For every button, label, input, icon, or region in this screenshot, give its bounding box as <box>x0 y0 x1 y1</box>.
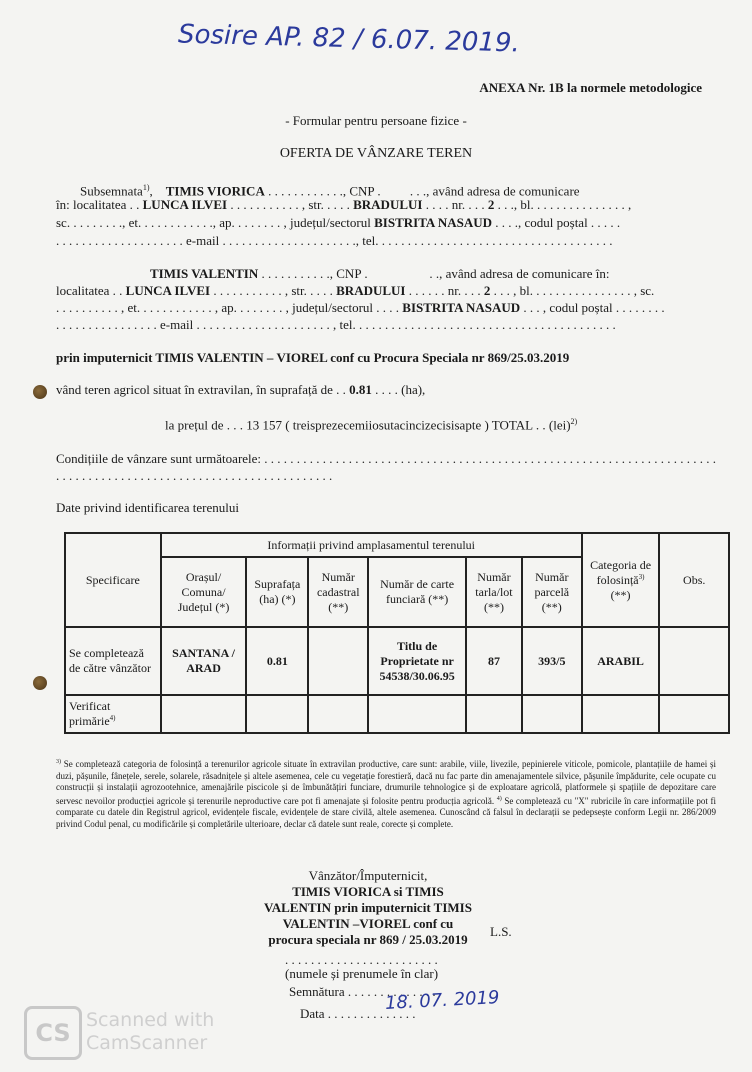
seller2-line2: localitatea . . LUNCA ILVEI . . . . . . . . . . . , str. . . . . BRADULUI . . . . . . nr. . . . 2 . . . , bl. . . . . . . . . . . . . . . . , sc. <box>56 283 655 298</box>
seller1-line2: în: localitatea . . LUNCA ILVEI . . . . . . . . . . . , str. . . . . BRADULUI . . . . nr. . . . 2 . . ., bl. . . . . . . . . . . . . . . , <box>56 197 632 212</box>
seller2-county: BISTRITA NASAUD <box>402 300 521 315</box>
handwritten-date: 18. 07. 2019 <box>384 987 500 1014</box>
seller1-line3: sc. . . . . . . . ., et. . . . . . . . . . . ., ap. . . . . . . . , județul/sectorul BISTRITA NASAUD . . . ., codul poștal . . . . . <box>56 215 621 230</box>
table-row <box>65 695 729 733</box>
date-label: Data . . . . . . . . . . . . . . <box>300 1006 416 1021</box>
seller1-line1: Subsemnata$^{1)}$, TIMIS VIORICA . . . . . . . . . . . ., CNP . . . ., având adresa de comunicare <box>80 183 580 199</box>
row1-tarla: 87 <box>466 627 522 695</box>
handwritten-registration: Sosire AP. 82 / 6.07. 2019. <box>177 19 521 59</box>
conditions-line: Condițiile de vânzare sunt următoarele: . . . . . . . . . . . . . . . . . . . . . . . . . . . . . . . . . . . . . . . . . . . . . . . . . . . . . . . . . . . . . . . . . . . . . . <box>56 451 717 466</box>
seller1-name: TIMIS VIORICA <box>165 183 265 199</box>
row1-parcel: 393/5 <box>522 627 582 695</box>
header-carte-funciara: Număr de carte funciară (**) <box>368 557 466 627</box>
seller2-line1: TIMIS VALENTIN . . . . . . . . . . ., CNP . . ., având adresa de comunicare în: <box>150 266 610 281</box>
price-line: la prețul de . . . 13 157 ( treisprezecemiiosutacincizecisisapte ) TOTAL . . (lei)$^{2)}$ <box>165 417 578 433</box>
footnote-4: Se completează cu "X" rubricile în care informațiile pot fi comparate cu datele din Registrul agricol, evidențele fiscale, evidențele de stare civilă, altele asemenea. Cunoscând că falsul în declarații se pedepsește conform Legii nr. 286/2009 privind Codul penal, cu modificările și completările ulterioare, declar că datele sunt reale, corecte și complete. <box>56 795 717 829</box>
header-parcel: Număr parcelă (**) <box>522 557 582 627</box>
row1-area: 0.81 <box>246 627 308 695</box>
row1-cadastral <box>308 627 368 695</box>
signer-role: Vânzător/Împuternicit, <box>308 868 428 883</box>
seller2-street: BRADULUI <box>336 283 406 298</box>
header-area: Suprafața (ha) (*) <box>246 557 308 627</box>
signature-label: Semnătura . . . . . . . . . . . . . . <box>289 984 436 999</box>
seller2-line3: . . . . . . . . . . , et. . . . . . . . . . . . , ap. . . . . . . . , județul/sectorul . . . . BISTRITA NASAUD . . . , codul poștal . . . . . . . . <box>56 300 665 315</box>
scanner-watermark-line2: CamScanner <box>86 1032 208 1054</box>
row1-obs <box>659 627 729 695</box>
table-row <box>65 627 729 695</box>
proxy-line: prin imputernicit TIMIS VALENTIN – VIOREL conf cu Procura Speciala nr 869/25.03.2019 <box>56 350 570 365</box>
row1-carte-funciara: Titlu de Proprietate nr 54538/30.06.95 <box>368 627 466 695</box>
header-obs: Obs. <box>659 533 729 627</box>
signature-block: Vânzător/Împuternicit, TIMIS VIORICA si TIMIS VALENTIN prin imputernicit TIMIS VALENTIN –VIOREL conf cu procura speciala nr 869 / 25.03.2019 <box>248 868 488 948</box>
header-category: Categoria de folosință$^{3)}$ (**) <box>582 533 660 627</box>
footnotes: $^{3)}$ Se completează categoria de folosință a terenurilor agricole situate în extravilan productive, care sunt: arabile, viile, livezile, pepinierele viticole, pomicole, plantațiile de hamei și duzi, pășunile, fânețele, serele, solarele, răsadnițele și altele asemenea, cele cu vegetație forestieră, dacă nu fac parte din amenajamentele silvice, pășunile împădurite, cele ocupate cu construcții și instalații agrozootehnice, amenajările piscicole și de îmbunătățiri funciare, drumurile tehnologice și de exploatare agricolă, platformele și spațiile de depozitare care servesc nevoilor producției agricole și terenurile neproductive care pot fi amenajate și folosite pentru producția agricolă. $^{4)}$ Se completează cu "X" rubricile în care informațiile pot fi comparate cu datele din Registrul agricol, evidențele fiscale, evidențele de stare civilă, altele asemenea. Cunoscând că falsul în declarații se pedepsește conform Legii nr. 286/2009 privind Codul penal, cu modificările și completările ulterioare, declar că datele sunt reale, corecte și complete. <box>56 759 717 829</box>
sale-area: 0.81 <box>349 382 372 397</box>
land-table <box>64 532 730 734</box>
sale-area-line: vând teren agricol situat în extravilan, în suprafață de . . 0.81 . . . . (ha), <box>56 382 426 397</box>
conditions-line2: . . . . . . . . . . . . . . . . . . . . . . . . . . . . . . . . . . . . . . . . . . . <box>56 468 333 483</box>
punch-hole <box>33 676 47 690</box>
form-type: - Formular pentru persoane fizice - <box>285 113 467 128</box>
header-cadastral: Număr cadastral (**) <box>308 557 368 627</box>
name-dots: . . . . . . . . . . . . . . . . . . . . . . . . <box>285 952 438 967</box>
names-clear: (numele și prenumele în clar) <box>285 966 439 981</box>
row1-city: SANTANA / ARAD <box>161 627 247 695</box>
seal-ls: L.S. <box>490 924 512 939</box>
seller2-line4: . . . . . . . . . . . . . . . . e-mail . . . . . . . . . . . . . . . . . . . . . , tel. . . . . . . . . . . . . . . . . . . . . . . . . . . . . . . . . . . . . . . . . <box>56 317 616 332</box>
row2-label: Verificat primărie$^{4)}$ <box>65 695 161 733</box>
seller1-line4: . . . . . . . . . . . . . . . . . . . . e-mail . . . . . . . . . . . . . . . . . . . . ., tel. . . . . . . . . . . . . . . . . . . . . . . . . . . . . . . . . . . . . <box>56 233 613 248</box>
footnote-3: Se completează categoria de folosință a terenurilor agricole situate în extravilan productive, care sunt: arabile, viile, livezile, pepinierele viticole, pomicole, plantațiile de hamei și duzi, pășunile, fânețele, serele, solarele, răsadnițele și altele asemenea, cele cu vegetație forestieră, dacă nu fac parte din amenajamentele silvice, pășunile împădurite, cele ocupate cu construcții și instalații agrozootehnice, amenajările piscicole și de îmbunătățiri funciare, drumurile tehnologice și de exploatare agricolă, platformele și spațiile de depozitare care servesc nevoilor producției agricole și terenurile neproductive care pot fi amenajate și folosite pentru producția agricolă. <box>56 759 716 806</box>
document-title: OFERTA DE VÂNZARE TEREN <box>279 146 473 161</box>
header-specificare: Specificare <box>65 533 161 627</box>
land-id-label: Date privind identificarea terenului <box>56 500 240 515</box>
header-tarla: Număr tarla/lot (**) <box>466 557 522 627</box>
seller1-county: BISTRITA NASAUD <box>374 215 492 230</box>
header-city: Orașul/ Comuna/ Județul (*) <box>161 557 247 627</box>
seller1-street: BRADULUI <box>353 197 423 212</box>
header-group: Informații privind amplasamentul terenului <box>161 533 582 557</box>
camscanner-logo-icon: CS <box>24 1006 82 1060</box>
scanner-watermark-line1: Scanned with <box>86 1009 215 1031</box>
seller2-locality: LUNCA ILVEI <box>125 283 211 298</box>
annex-label: ANEXA Nr. 1B la normele metodologice <box>479 80 702 95</box>
row1-category: ARABIL <box>582 627 660 695</box>
seller2-name: TIMIS VALENTIN <box>150 266 259 281</box>
seller1-locality: LUNCA ILVEI <box>142 197 228 212</box>
row1-label: Se completează de către vânzător <box>65 627 161 695</box>
punch-hole <box>33 385 47 399</box>
